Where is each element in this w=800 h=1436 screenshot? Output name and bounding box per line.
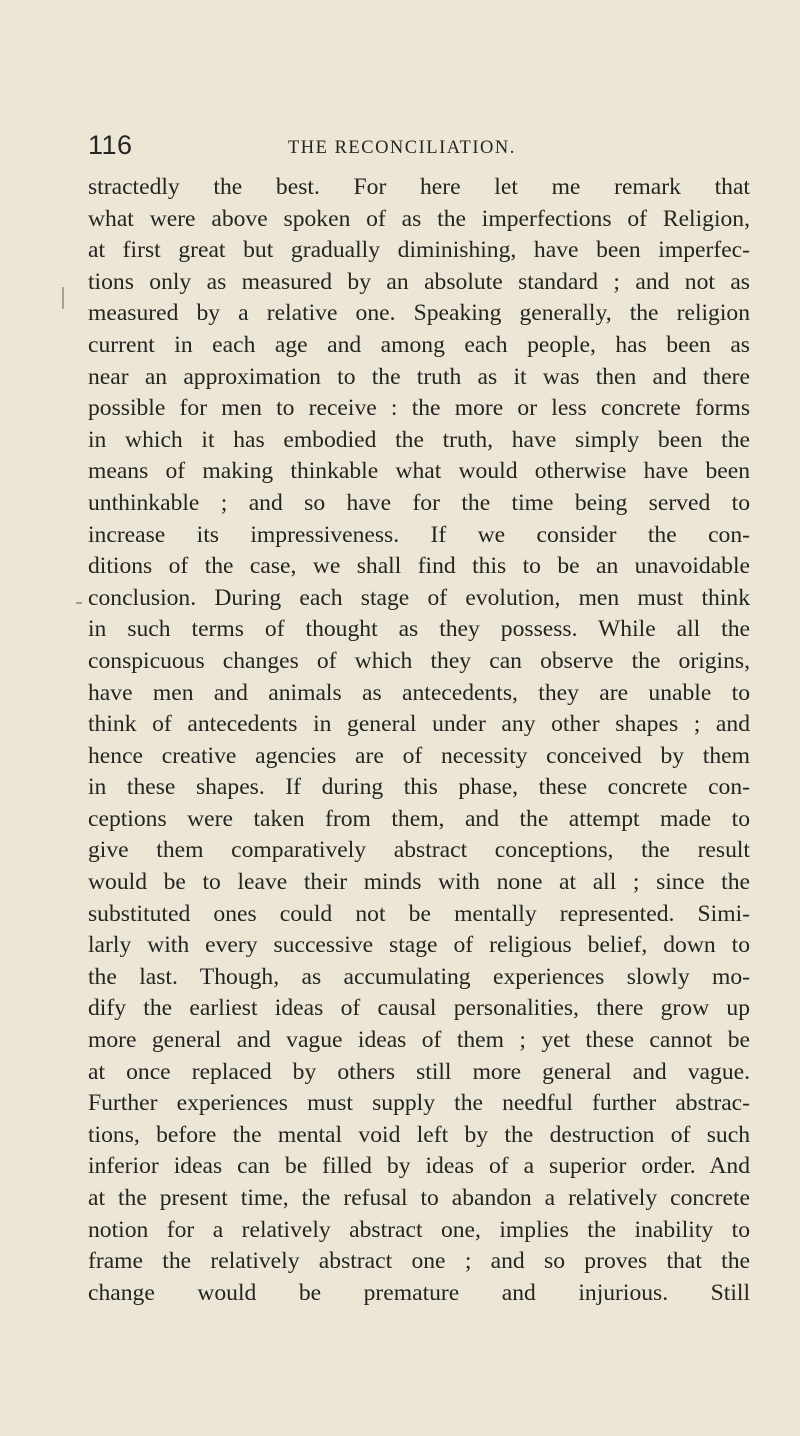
text-line: notion for a relatively abstract one, implies the inability to bbox=[88, 1216, 750, 1243]
text-line: would be to leave their minds with none at all ; since the bbox=[88, 869, 750, 896]
text-line: at once replaced by others still more general and vague. bbox=[88, 1058, 750, 1085]
text-line: at first great but gradually diminishing, have been imperfec- bbox=[88, 237, 750, 264]
text-line: dify the earliest ideas of causal personalities, there grow up bbox=[88, 995, 750, 1022]
running-head: THE RECONCILIATION. bbox=[288, 138, 516, 158]
text-line: measured by a relative one. Speaking generally, the religion bbox=[88, 300, 750, 327]
text-line: ditions of the case, we shall find this to be an unavoidable bbox=[88, 553, 750, 580]
text-line: possible for men to receive : the more or less concrete forms bbox=[88, 395, 750, 422]
margin-dot bbox=[76, 602, 82, 604]
text-line: in these shapes. If during this phase, these concrete con- bbox=[88, 774, 750, 801]
text-line: near an approximation to the truth as it was then and there bbox=[88, 363, 750, 390]
text-line: have men and animals as antecedents, they are unable to bbox=[88, 679, 750, 706]
text-line: more general and vague ideas of them ; yet these cannot be bbox=[88, 1027, 750, 1054]
text-line: unthinkable ; and so have for the time being served to bbox=[88, 489, 750, 516]
text-line: stractedly the best. For here let me remark that bbox=[88, 174, 750, 200]
text-line: Further experiences must supply the needful further abstrac- bbox=[88, 1090, 750, 1117]
page-number: 116 bbox=[88, 130, 133, 160]
text-line: larly with every successive stage of religious belief, down to bbox=[88, 932, 750, 959]
text-line: at the present time, the refusal to abandon a relatively concrete bbox=[88, 1185, 750, 1211]
text-line: in such terms of thought as they possess. While all the bbox=[88, 616, 750, 643]
text-line: tions only as measured by an absolute standard ; and not as bbox=[88, 268, 750, 295]
text-line: what were above spoken of as the imperfections of Religion, bbox=[88, 205, 750, 232]
text-line: in which it has embodied the truth, have simply been the bbox=[88, 426, 750, 453]
margin-mark bbox=[62, 287, 68, 309]
page-header bbox=[88, 130, 748, 170]
text-line: think of antecedents in general under any other shapes ; and bbox=[88, 711, 750, 738]
text-line: give them comparatively abstract conceptions, the result bbox=[88, 837, 750, 864]
text-line: current in each age and among each people, has been as bbox=[88, 331, 750, 358]
text-line: frame the relatively abstract one ; and so proves that the bbox=[88, 1248, 750, 1275]
text-line: conspicuous changes of which they can observe the origins, bbox=[88, 647, 750, 674]
text-line: increase its impressiveness. If we consider the con- bbox=[88, 521, 750, 548]
text-line: tions, before the mental void left by the destruction of such bbox=[88, 1121, 750, 1148]
text-line: means of making thinkable what would otherwise have been bbox=[88, 458, 750, 485]
text-line: substituted ones could not be mentally represented. Simi- bbox=[88, 900, 750, 927]
text-line: ceptions were taken from them, and the attempt made to bbox=[88, 805, 750, 832]
text-line: conclusion. During each stage of evolution, men must think bbox=[88, 584, 750, 611]
text-line: the last. Though, as accumulating experiences slowly mo- bbox=[88, 963, 750, 990]
text-line: hence creative agencies are of necessity conceived by them bbox=[88, 742, 750, 769]
body-text bbox=[88, 172, 750, 1309]
text-line: inferior ideas can be filled by ideas of a superior order. And bbox=[88, 1153, 750, 1180]
text-line: change would be premature and injurious. Still bbox=[88, 1279, 750, 1306]
